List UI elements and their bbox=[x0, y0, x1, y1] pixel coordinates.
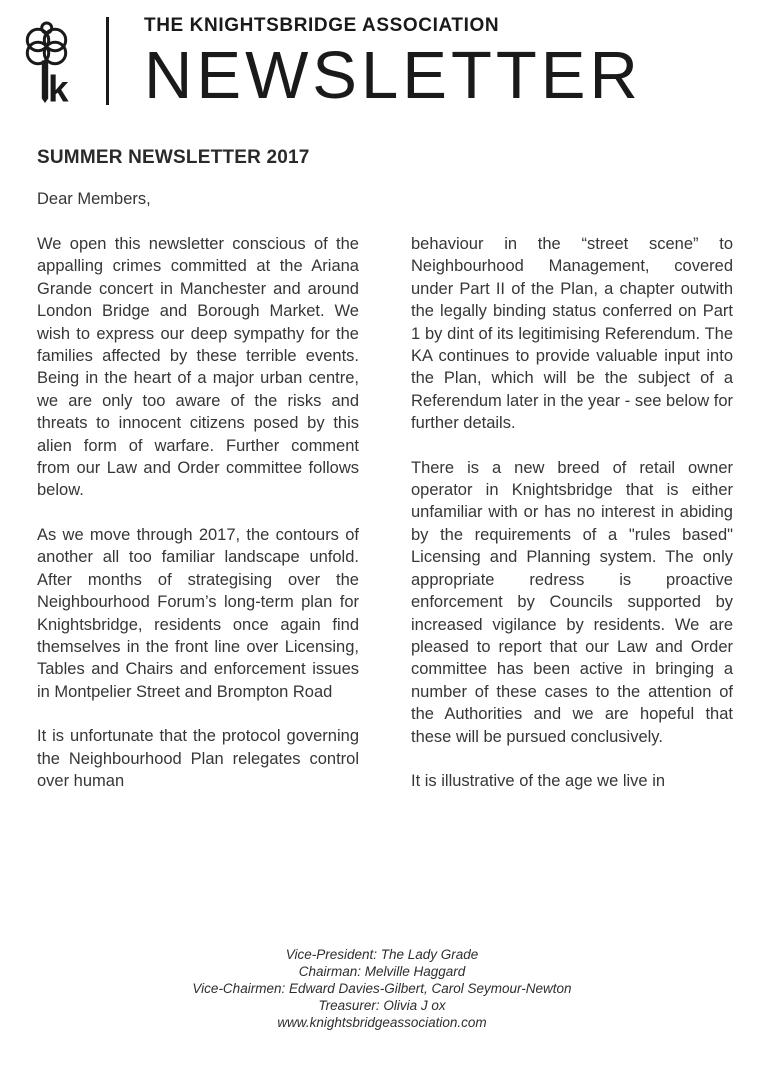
ornate-key-logo-icon bbox=[19, 12, 74, 107]
paragraph: We open this newsletter conscious of the appalling crimes committed at the Ariana Grande concert in Manchester and around London Bridge and Borough Market. We wish to express our deep sympathy for the families affected by these terrible events. Being in the heart of a major urban centre, we are only too aware of the risks and threats to innocent citizens posed by this alien form of warfare. Further comment from our Law and Order committee follows below. bbox=[37, 235, 359, 500]
footer-line: Treasurer: Olivia J ox bbox=[318, 998, 446, 1013]
salutation: Dear Members, bbox=[37, 190, 151, 208]
page-title: SUMMER NEWSLETTER 2017 bbox=[37, 147, 310, 168]
paragraph: As we move through 2017, the contours of another all too familiar landscape unfold. After months of strategising over the Neighbourhood Forum’s long-term plan for Knightsbridge, residents once again find themselves in the front line over Licensing, Tables and Chairs and enforcement issues in Montpelier Street and Brompton Road bbox=[37, 525, 359, 701]
newsletter-wordmark: NEWSLETTER bbox=[144, 38, 642, 113]
association-name: THE KNIGHTSBRIDGE ASSOCIATION bbox=[144, 15, 500, 36]
right-column bbox=[411, 233, 733, 814]
footer-line: Vice-Chairmen: Edward Davies-Gilbert, Carol Seymour-Newton bbox=[192, 981, 572, 996]
paragraph: It is unfortunate that the protocol governing the Neighbourhood Plan relegates control over human bbox=[37, 727, 359, 790]
footer-line: Chairman: Melville Haggard bbox=[298, 964, 466, 979]
footer-line: www.knightsbridgeassociation.com bbox=[277, 1015, 487, 1030]
masthead-divider bbox=[106, 17, 109, 105]
paragraph: behaviour in the “street scene” to Neighbourhood Management, covered under Part II of the Plan, a chapter outwith the legally binding status conferred on Part 1 by dint of its legitimising Referendum. The KA continues to provide valuable input into the Plan, which will be the subject of a Referendum later in the year - see below for further details. bbox=[411, 235, 733, 433]
footer-line: Vice-President: The Lady Grade bbox=[285, 947, 479, 962]
paragraph: There is a new breed of retail owner operator in Knightsbridge that is either unfamiliar with or has no interest in abiding by the requirements of a "rules based" Licensing and Planning system. The only appropriate redress is proactive enforcement by Councils supported by increased vigilance by residents. We are pleased to report that our Law and Order committee has been active in bringing a number of these cases to the attention of the Authorities and we are hopeful that these will be pursued conclusively. bbox=[411, 458, 733, 746]
body-columns bbox=[37, 233, 733, 814]
logo-letter: k bbox=[48, 68, 69, 107]
masthead-titles bbox=[144, 14, 642, 113]
left-column bbox=[37, 233, 359, 814]
officers-footer bbox=[0, 946, 764, 1031]
paragraph: It is illustrative of the age we live in bbox=[411, 771, 666, 790]
